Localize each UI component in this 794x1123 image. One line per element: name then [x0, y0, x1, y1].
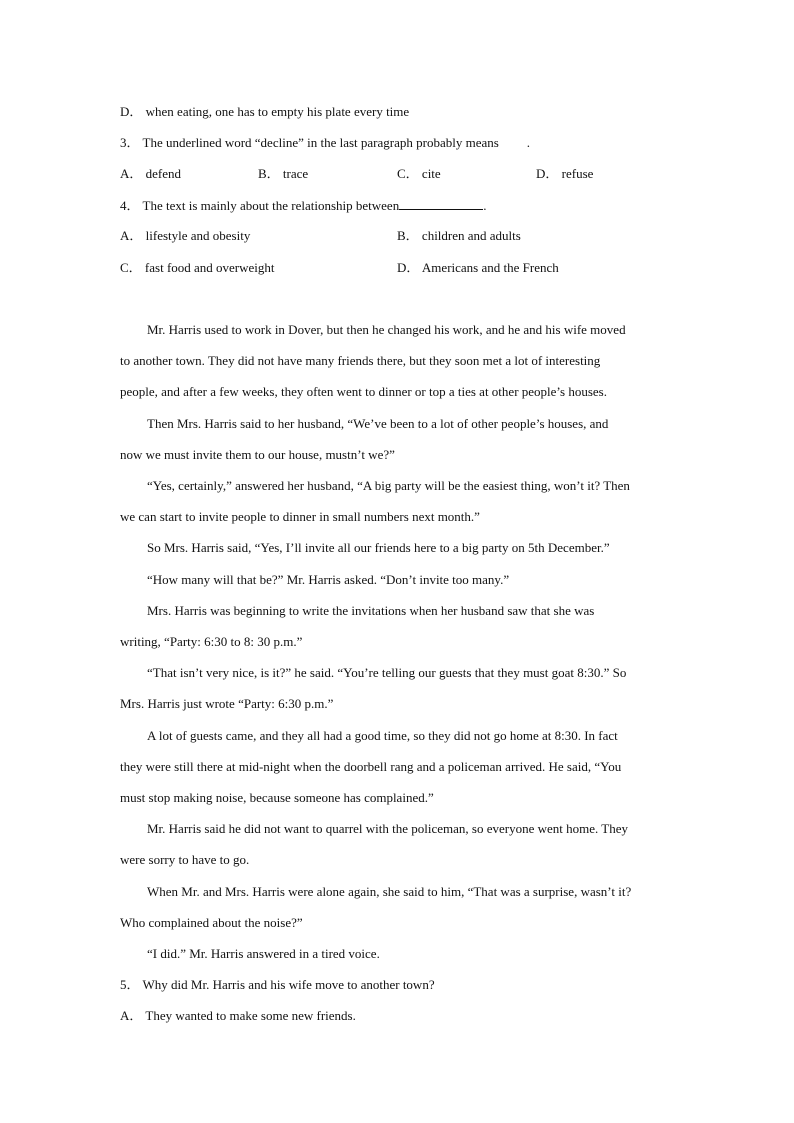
q3-stem: [120, 135, 530, 151]
q4-stem-end: .: [483, 198, 487, 213]
q4-option-b: B． children and adults: [397, 228, 521, 243]
passage-line: Mr. Harris used to work in Dover, but then he changed his work, and he and his wife moved: [147, 322, 626, 337]
q3-option-d: D． refuse: [536, 166, 594, 181]
passage-line: they were still there at mid-night when the doorbell rang and a policeman arrived. He said, “You: [120, 759, 622, 774]
passage-line: Who complained about the noise?”: [120, 915, 303, 930]
passage-line: Mr. Harris said he did not want to quarrel with the policeman, so everyone went home. They: [147, 821, 628, 836]
passage-line: to another town. They did not have many friends there, but they soon met a lot of interesting: [120, 353, 601, 368]
q4-blank: [399, 197, 483, 210]
passage-line: we can start to invite people to dinner in small numbers next month.”: [120, 509, 480, 524]
q3-stem-end: .: [526, 135, 531, 150]
q4-option-d: D． Americans and the French: [397, 260, 559, 275]
q5-stem: 5． Why did Mr. Harris and his wife move to another town?: [120, 977, 435, 992]
passage-line: now we must invite them to our house, mustn’t we?”: [120, 447, 395, 462]
q4-stem-text: 4． The text is mainly about the relationship between: [120, 198, 400, 213]
q4-option-c: C． fast food and overweight: [120, 260, 275, 275]
passage-line: people, and after a few weeks, they often went to dinner or top a ties at other people’s houses.: [120, 384, 607, 399]
q2-option-d: D． when eating, one has to empty his plate every time: [120, 104, 410, 119]
passage-line: were sorry to have to go.: [120, 852, 250, 867]
passage-line: “Yes, certainly,” answered her husband, “A big party will be the easiest thing, won’t it? Then: [147, 478, 630, 493]
passage-line: “I did.” Mr. Harris answered in a tired voice.: [147, 946, 380, 961]
passage-line: So Mrs. Harris said, “Yes, I’ll invite all our friends here to a big party on 5th December.”: [147, 540, 610, 555]
passage-line: Mrs. Harris just wrote “Party: 6:30 p.m.”: [120, 696, 334, 711]
q4-stem: [120, 197, 486, 214]
q3-option-c: C． cite: [397, 166, 441, 181]
q4-option-a: A． lifestyle and obesity: [120, 228, 251, 243]
passage-line: writing, “Party: 6:30 to 8: 30 p.m.”: [120, 634, 303, 649]
passage-line: “That isn’t very nice, is it?” he said. “You’re telling our guests that they must goat 8:30.” So: [147, 665, 627, 680]
passage-line: When Mr. and Mrs. Harris were alone again, she said to him, “That was a surprise, wasn’t it?: [147, 884, 632, 899]
passage-line: A lot of guests came, and they all had a good time, so they did not go home at 8:30. In fact: [147, 728, 618, 743]
passage-line: “How many will that be?” Mr. Harris asked. “Don’t invite too many.”: [147, 572, 510, 587]
passage-line: Then Mrs. Harris said to her husband, “We’ve been to a lot of other people’s houses, and: [147, 416, 609, 431]
passage-line: Mrs. Harris was beginning to write the invitations when her husband saw that she was: [147, 603, 595, 618]
passage-line: must stop making noise, because someone has complained.”: [120, 790, 434, 805]
q3-option-a: A． defend: [120, 166, 182, 181]
q3-stem-text: 3． The underlined word “decline” in the last paragraph probably means: [120, 135, 499, 150]
q5-option-a: A． They wanted to make some new friends.: [120, 1008, 356, 1023]
q3-option-b: B． trace: [258, 166, 309, 181]
